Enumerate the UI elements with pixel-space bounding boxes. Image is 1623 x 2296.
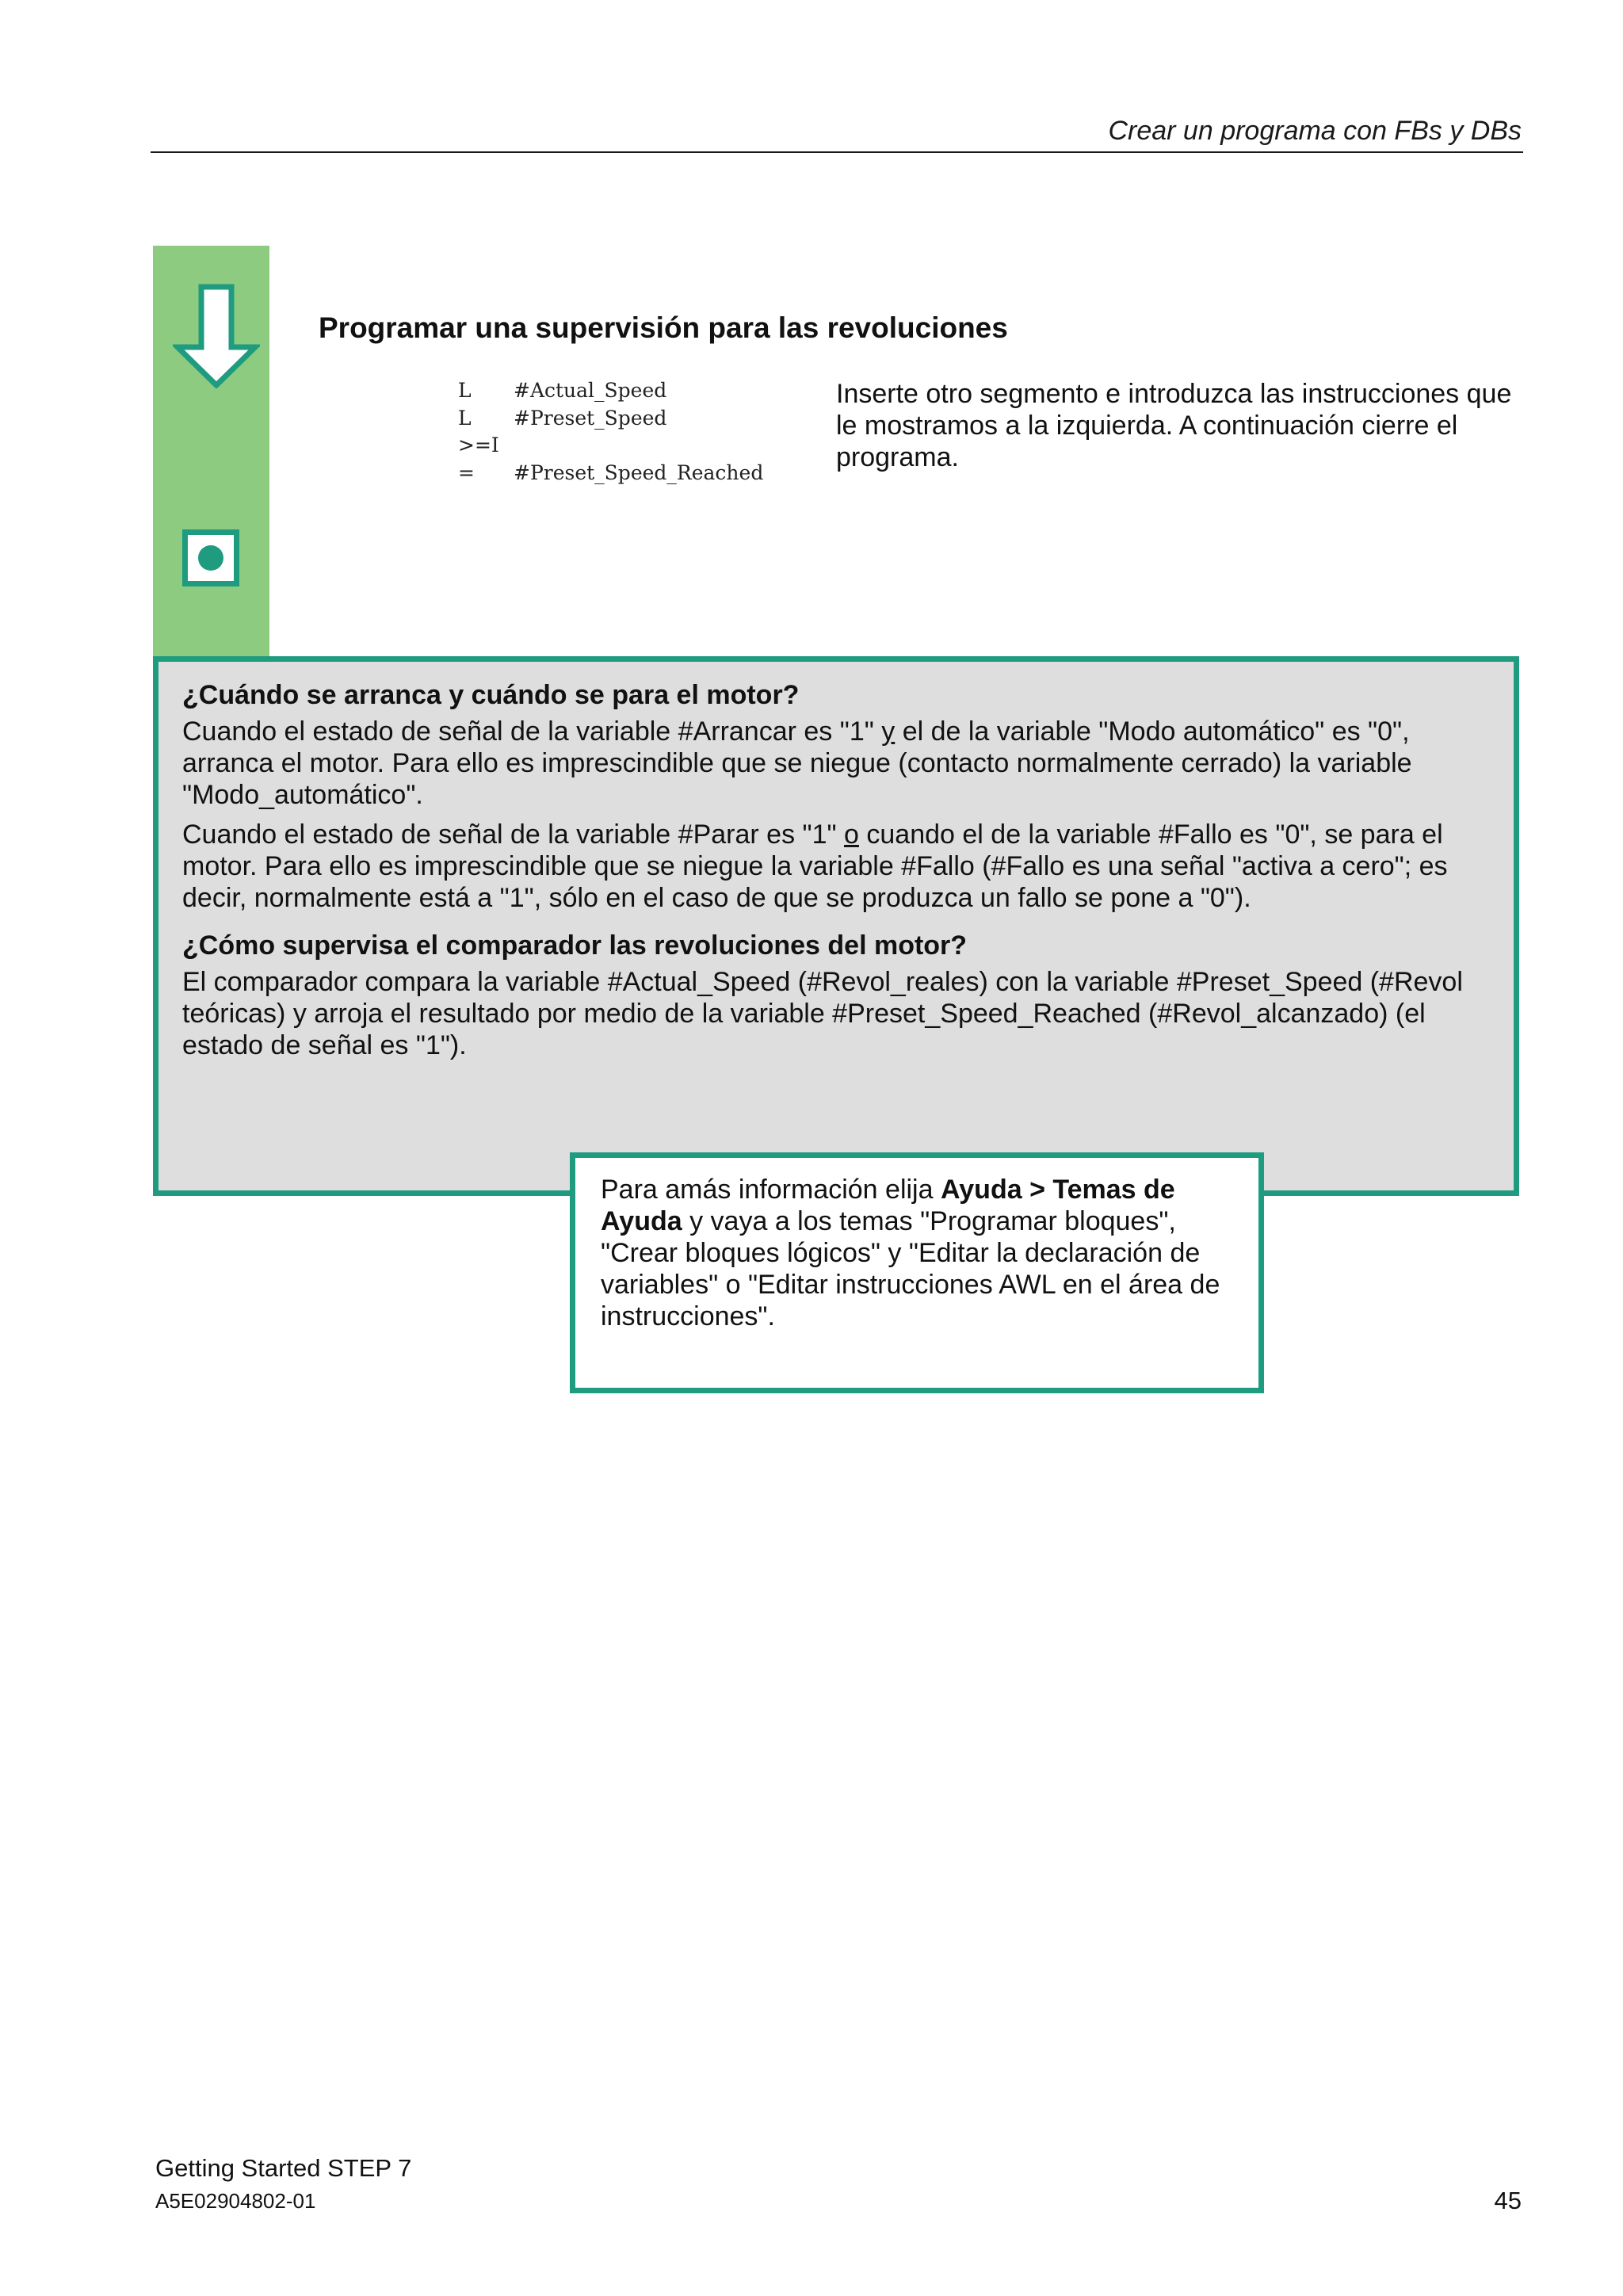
header-divider (151, 151, 1523, 153)
running-header: Crear un programa con FBs y DBs (1108, 116, 1522, 146)
step-title: Programar una supervisión para las revoluciones (319, 311, 1008, 344)
help-hint-box: Para amás información elija Ayuda > Temas de Ayuda y vaya a los temas "Programar bloques", "Crear bloques lógicos" y "Editar la declaración de variables" o "Editar instrucciones AWL en el área de instrucciones". (570, 1152, 1264, 1393)
footer-document-code: A5E02904802-01 (155, 2189, 316, 2213)
paragraph-comparator: El comparador compara la variable #Actual_Speed (#Revol_reales) con la variable #Preset_Speed (#Revol teóricas) y arroja el resultado por medio de la variable #Preset_Speed_Reached (#Revol_alcanzado) (el estado de señal es "1"). (182, 967, 1463, 1060)
stop-icon (182, 529, 239, 586)
paragraph-motor-stop: Cuando el estado de señal de la variable #Parar es "1" o cuando el de la variable #Fallo es "0", se para el motor. Para ello es imprescindible que se niegue la variable #Fallo (#Fallo es una señal "activa a cero"; es decir, normalmente está a "1", sólo en el caso de que se produzca un fallo se pone a "0"). (182, 819, 1448, 913)
code-line: L #Actual_Speed (458, 379, 667, 402)
info-box (153, 656, 1519, 1196)
question-comparator: ¿Cómo supervisa el comparador las revoluciones del motor? (182, 930, 968, 961)
down-arrow-icon (173, 284, 260, 388)
help-menu-path: Ayuda > Temas de Ayuda (601, 1175, 1175, 1236)
question-motor-start-stop: ¿Cuándo se arranca y cuándo se para el motor? (182, 680, 800, 710)
code-line: = #Preset_Speed_Reached (458, 460, 764, 484)
code-line: L #Preset_Speed (458, 406, 667, 430)
step-description: Inserte otro segmento e introduzca las instrucciones que le mostramos a la izquierda. A continuación cierre el programa. (836, 379, 1512, 472)
page-number: 45 (1494, 2187, 1522, 2214)
footer-title: Getting Started STEP 7 (155, 2154, 412, 2182)
paragraph-motor-start: Cuando el estado de señal de la variable #Arrancar es "1" y el de la variable "Modo automático" es "0", arranca el motor. Para ello es imprescindible que se niegue (contacto normalmente cerrado) la variable "Modo_automático". (182, 716, 1412, 810)
code-line: >=I (458, 434, 499, 457)
stop-dot (198, 545, 223, 571)
awl-code-block (458, 377, 763, 487)
